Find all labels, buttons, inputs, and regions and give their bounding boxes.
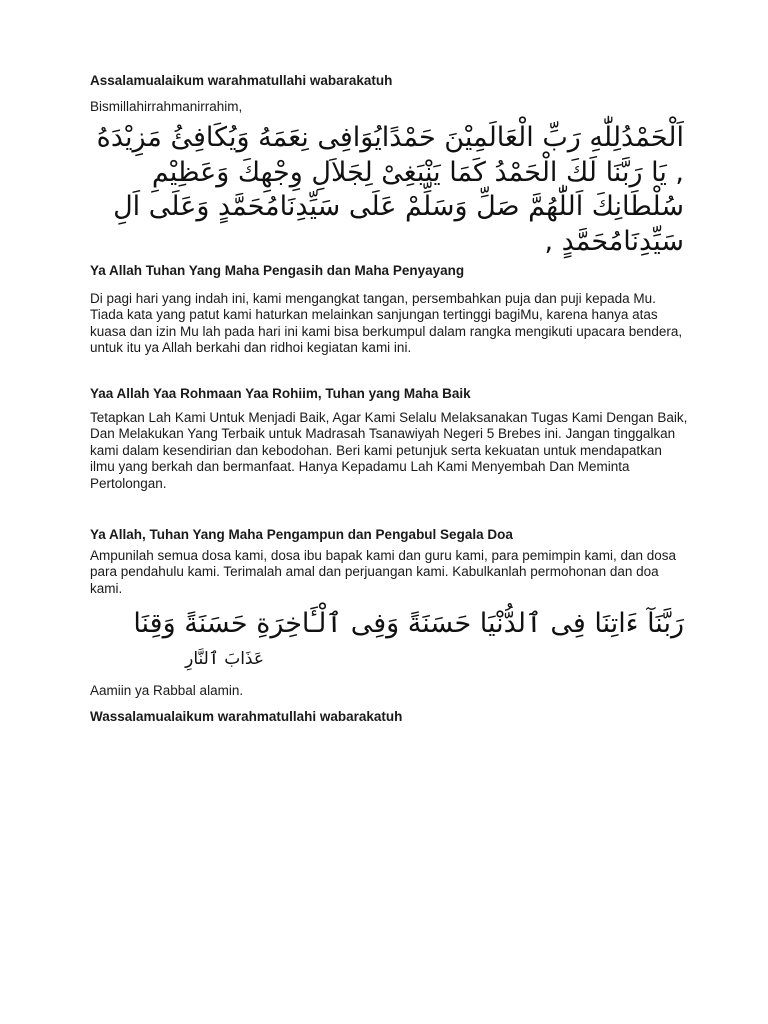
section-paragraph: Ampunilah semua dosa kami, dosa ibu bapak kami dan guru kami, para pemimpin kami, dan dosa para pendahulu kami. Terimalah amal dan perjuangan kami. Kabulkanlah permohonan dan doa kami. — [90, 548, 677, 596]
closing-greeting: Wassalamualaikum warahmatullahi wabarakatuh — [90, 709, 403, 724]
arabic-closing-prayer-line-1: رَبَّنَآ ءَاتِنَا فِى ٱلدُّنْيَا حَسَنَةً وَفِى ٱلْـَٔاخِرَةِ حَسَنَةً وَقِنَا — [133, 608, 684, 639]
section-heading: Ya Allah, Tuhan Yang Maha Pengampun dan Pengabul Segala Doa — [90, 527, 513, 542]
section-paragraph: Tetapkan Lah Kami Untuk Menjadi Baik, Agar Kami Selalu Melaksanakan Tugas Kami Dengan Baik, Dan Melakukan Yang Terbaik untuk Madrasah Tsanawiyah Negeri 5 Brebes ini. Jangan tinggalkan kami dalam kesendirian dan kebodohan. Beri kami petunjuk serta kekuatan untuk mendapatkan ilmu yang berkah dan bermanfaat. Hanya Kepadamu Lah Kami Menyembah Dan Meminta Pertolongan. — [90, 410, 688, 491]
arabic-closing-prayer-line-2: عَذَابَ ٱلنَّارِ — [185, 649, 264, 669]
section-paragraph: Di pagi hari yang indah ini, kami mengangkat tangan, persembahkan puja dan puji kepada Mu. Tiada kata yang patut kami haturkan melainkan sanjungan tertinggi bagiMu, karena hanya atas kuasa dan izin Mu lah pada hari ini kami bisa berkumpul dalam rangka mengikuti upacara bendera, untuk itu ya Allah berkahi dan ridhoi kegiatan kami ini. — [90, 291, 683, 356]
greeting: Assalamualaikum warahmatullahi wabarakatuh — [90, 73, 393, 88]
section-heading: Yaa Allah Yaa Rohmaan Yaa Rohiim, Tuhan yang Maha Baik — [90, 386, 471, 401]
amin-line: Aamiin ya Rabbal alamin. — [90, 683, 244, 698]
section-heading: Ya Allah Tuhan Yang Maha Pengasih dan Maha Penyayang — [90, 263, 465, 278]
arabic-opening-prayer: اَلْحَمْدُلِلّٰهِ رَبِّ الْعَالَمِيْنَ حَمْدًايُوَافِى نِعَمَهُ وَيُكَافِئُ مَزِيْدَهُ , يَا رَبَّنَا لَكَ الْحَمْدُ كَمَا يَنْبَغِىْ لِجَلاَلِ وِجْهِكَ وَعَظِيْمِ سُلْطَانِكَ اَللّٰهُمَّ صَلِّ وَسَلِّمْ عَلَى سَيِّدِنَامُحَمَّدٍ وَعَلَى اَلِ سَيِّدِنَامُحَمَّدٍ , — [96, 122, 684, 257]
basmala: Bismillahirrahmanirrahim, — [90, 99, 243, 114]
